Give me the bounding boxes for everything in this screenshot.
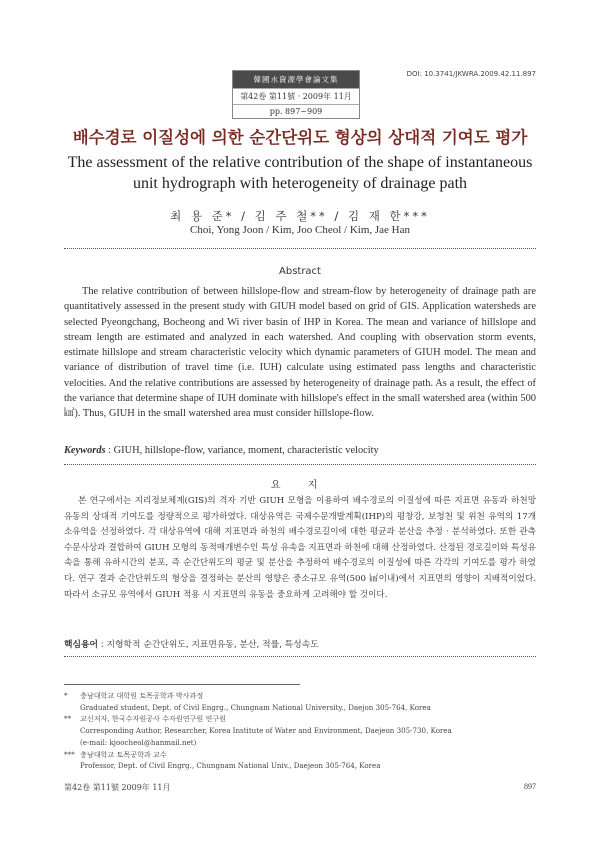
divider-top [64, 248, 536, 249]
footnote-line [64, 749, 536, 761]
footnote-line [64, 737, 536, 749]
divider-middle [64, 464, 536, 465]
footnote-text: 교신저자, 한국수자원공사 수자원연구원 연구원 [80, 714, 227, 724]
footnote-text: Professor, Dept. of Civil Engrg., Chungnam National Univ., Daejeon 305-764, Korea [80, 761, 381, 771]
abstract-body: The relative contribution of between hillslope-flow and stream-flow by heterogeneity of drainage path are quantitatively assessed in the present study with GIUH model based on grid of GIS. Application watersheds are selected Pyeongchang, Bocheong and Wi river basin of IHP in Korea. The mean and variance of hillslope and stream length are estimated and analyzed in each watershed. And coupling with observation storm events, estimate hillslope and stream characteristic velocity which dynamic parameters of GIUH model. The mean and variance of distribution of travel time (i.e. IUH) calculate using estimated pass lengths and characteristic velocities. And the relative contributions are assessed by heterogeneity of drainage path. As a result, the effect of the variance that determine shape of IUH dominate with hillslope's effect in the small watershed area (within 500 ㎢). Thus, GIUH in the small watershed area must consider hillslope-flow. [64, 286, 536, 420]
footnote-text: 충남대학교 토목공학과 교수 [80, 749, 167, 759]
korean-keywords-text: : 지형학적 순간단위도, 지표면유동, 분산, 적률, 특성속도 [98, 640, 319, 650]
page-number: 897 [524, 782, 536, 791]
journal-info-box [232, 70, 360, 119]
footnote-mark: *** [64, 749, 75, 759]
journal-pages: pp. 897~909 [233, 104, 359, 118]
footnote-line [64, 760, 536, 772]
keywords-text: : GIUH, hillslope-flow, variance, moment, characteristic velocity [105, 445, 379, 456]
footnote-rule [64, 684, 300, 685]
footnote-line [64, 725, 536, 737]
footnote-line [64, 702, 536, 714]
title-english: The assessment of the relative contribution of the shape of instantaneous unit hydrograph with heterogeneity of drainage path [67, 154, 533, 192]
footnote-text: (e-mail: kjoocheol@hanmail.net) [80, 737, 197, 747]
footnote-text: Graduated student, Dept. of Civil Engrg., Chungnam National University., Daejon 305-764, Korea [80, 702, 431, 712]
footnote-text: 충남대학교 대학원 토목공학과 박사과정 [80, 691, 204, 700]
footnote-mark: ** [64, 714, 72, 724]
journal-name: 韓國水資源學會論文集 [233, 71, 359, 88]
footer-volume: 第42卷 第11號 2009年 11月 [64, 783, 171, 792]
abstract-heading: Abstract [279, 266, 321, 277]
keywords-label: Keywords [64, 445, 106, 456]
footnotes [64, 690, 536, 772]
korean-abstract-heading: 요 지 [270, 480, 330, 491]
korean-abstract-body: 본 연구에서는 지리정보체계(GIS)의 격자 기반 GIUH 모형을 이용하여 배수경로의 이질성에 따른 지표면 유동과 하천망 유동의 상대적 기여도를 정량적으로 평가하였다. 대상유역은 국제수문개발계획(IHP)의 평창강, 보청천 및 위천 유역의 17개 소유역을 선정하였다. 각 대상유역에 대해 지표면과 하천의 배수경로길이에 대한 평균과 분산을 추정 · 분석하였다. 또한 관측 수문사상과 결합하여 GIUH 모형의 동적매개변수인 특성 유속을 지표면과 하천에 대해 산정하였다. 산정된 경로길이와 특성유속을 통해 유하시간의 분포, 즉 순간단위도의 평균 및 분산을 추정하여 배수경로의 이질성에 따른 각각의 기여도를 평가 하였다. 연구 결과 순간단위도의 형상을 결정하는 분산의 영향은 중소규모 유역(500 ㎢이내)에서 지표면의 영향이 지배적이었다. 따라서 소규모 유역에서 GIUH 적용 시 지표면의 유동을 중요하게 고려해야 할 것이다. [64, 496, 536, 600]
authors-korean: 최 용 준* / 김 주 철** / 김 재 한*** [170, 209, 430, 223]
keywords [64, 445, 536, 456]
authors-english: Choi, Yong Joon / Kim, Joo Cheol / Kim, Jae Han [189, 224, 410, 236]
doi: DOI: 10.3741/JKWRA.2009.42.11.897 [406, 70, 536, 78]
title-korean: 배수경로 이질성에 의한 순간단위도 형상의 상대적 기여도 평가 [72, 128, 528, 147]
journal-volume: 第42卷 第11號 · 2009年 11月 [233, 88, 359, 104]
footnote-line [64, 690, 536, 702]
korean-keywords [64, 637, 536, 650]
footnote-mark: * [64, 691, 68, 700]
divider-bottom [64, 656, 536, 657]
footnote-text: Corresponding Author, Researcher, Korea Institute of Water and Environment, Daejeon 305-730, Korea [80, 726, 452, 736]
footnote-line [64, 713, 536, 725]
korean-keywords-label: 핵심용어 [64, 640, 98, 650]
